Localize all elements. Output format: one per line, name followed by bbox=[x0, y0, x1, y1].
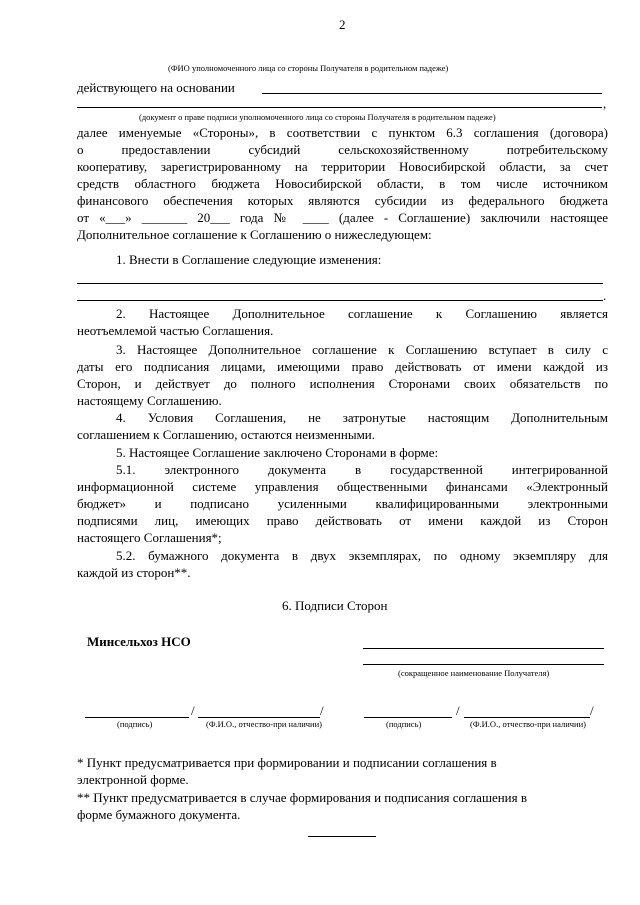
recipient-name-line-2 bbox=[363, 664, 604, 665]
item-3-line-2: даты его подписания лицами, имеющими право действовать от имени каждой из bbox=[77, 359, 608, 374]
changes-blank-line-1 bbox=[77, 283, 603, 284]
right-slash-end: / bbox=[590, 703, 594, 718]
trailing-comma: , bbox=[603, 96, 607, 111]
item-2-line-2: неотъемлемой частью Соглашения. bbox=[77, 323, 274, 338]
item-2-line-1: 2. Настоящее Дополнительное соглашение к Соглашению является bbox=[116, 306, 608, 321]
left-slash: / bbox=[191, 703, 195, 718]
item-3-line-3: Сторон, и действует до полного исполнения Сторонами своих обязательств по bbox=[77, 376, 608, 391]
right-signature-line bbox=[364, 717, 452, 718]
item-5-1-line-4: подписями лиц, имеющих право действовать от имени каждой из Сторон bbox=[77, 513, 608, 528]
minselhoz-label: Минсельхоз НСО bbox=[87, 634, 191, 649]
left-name-line bbox=[198, 717, 320, 718]
item-1: 1. Внести в Соглашение следующие изменения: bbox=[116, 252, 382, 267]
intro-line-5: финансового обеспечения которых являются субсидии из федерального бюджета bbox=[77, 193, 608, 208]
page-number: 2 bbox=[339, 17, 346, 32]
intro-line-4: средств областного бюджета Новосибирской области, в том числе источником bbox=[77, 176, 608, 191]
left-caption-fio: (Ф.И.О., отчество-при наличии) bbox=[206, 719, 322, 729]
document-blank-line bbox=[77, 107, 602, 108]
changes-blank-line-2 bbox=[77, 300, 603, 301]
item-3-line-last: настоящему Соглашению. bbox=[77, 393, 222, 408]
item-5: 5. Настоящее Соглашение заключено Сторонами в форме: bbox=[116, 445, 439, 460]
item-5-1-line-last: настоящего Соглашения*; bbox=[77, 530, 222, 545]
acting-basis-label: действующего на основании bbox=[77, 80, 235, 95]
left-signature-line bbox=[85, 717, 189, 718]
item-5-2-line-1: 5.2. бумажного документа в двух экземплярах, по одному экземпляру для bbox=[116, 548, 608, 563]
left-caption-signature: (подпись) bbox=[117, 719, 153, 729]
caption-document: (документ о праве подписи уполномоченного лица со стороны Получателя в родительном падеже) bbox=[139, 112, 496, 122]
changes-period: . bbox=[603, 288, 607, 303]
footnote-2-line-1: ** Пункт предусматривается в случае формирования и подписания соглашения в bbox=[77, 790, 528, 805]
item-3-line-1: 3. Настоящее Дополнительное соглашение к Соглашению вступает в силу с bbox=[116, 342, 608, 357]
section-6-title: 6. Подписи Сторон bbox=[282, 598, 388, 613]
right-name-line bbox=[464, 717, 590, 718]
item-5-1-line-3: бюджет» и подписано усиленными квалифицированными электронными bbox=[77, 496, 608, 511]
item-4-line-1: 4. Условия Соглашения, не затронутые настоящим Дополнительным bbox=[116, 410, 608, 425]
recipient-name-line-1 bbox=[363, 648, 604, 649]
basis-blank-line bbox=[262, 93, 602, 94]
intro-line-2: о предоставлении субсидий сельскохозяйственному потребительскому bbox=[77, 142, 608, 157]
item-5-2-line-last: каждой из сторон**. bbox=[77, 565, 191, 580]
item-5-1-line-1: 5.1. электронного документа в государственной интегрированной bbox=[116, 462, 608, 477]
closing-rule bbox=[308, 836, 376, 837]
intro-line-1: далее именуемые «Стороны», в соответствии с пунктом 6.3 соглашения (договора) bbox=[77, 125, 608, 140]
caption-short-name: (сокращенное наименование Получателя) bbox=[398, 668, 550, 678]
footnote-1-line-2: электронной форме. bbox=[77, 772, 189, 787]
item-4-line-2: соглашением к Соглашению, остаются неизменными. bbox=[77, 427, 376, 442]
footnote-2-line-2: форме бумажного документа. bbox=[77, 807, 241, 822]
right-caption-fio: (Ф.И.О., отчество-при наличии) bbox=[470, 719, 586, 729]
right-caption-signature: (подпись) bbox=[386, 719, 422, 729]
item-5-1-line-2: информационной системе управления общественными финансами «Электронный bbox=[77, 479, 608, 494]
right-slash: / bbox=[456, 703, 460, 718]
intro-line-6: от «___» _______ 20___ года № ____ (далее - Соглашение) заключили настоящее bbox=[77, 210, 608, 225]
footnote-1-line-1: * Пункт предусматривается при формировании и подписании соглашения в bbox=[77, 755, 497, 770]
left-slash-end: / bbox=[320, 703, 324, 718]
intro-line-3: кооперативу, зарегистрированному на территории Новосибирской области, за счет bbox=[77, 159, 608, 174]
caption-fio: (ФИО уполномоченного лица со стороны Получателя в родительном падеже) bbox=[168, 63, 449, 73]
intro-line-last: Дополнительное соглашение к Соглашению о нижеследующем: bbox=[77, 227, 432, 242]
